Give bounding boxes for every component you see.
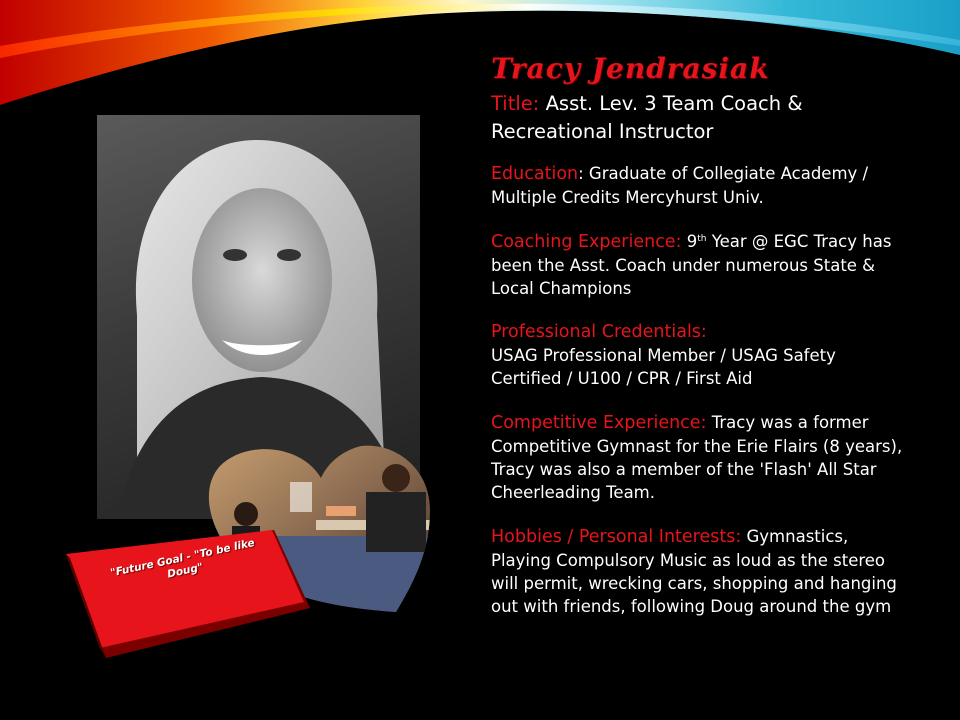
coaching-label: Coaching Experience: — [491, 232, 682, 252]
education-section — [491, 162, 911, 209]
future-goal-text: "Future Goal - "To be like Doug" — [109, 536, 256, 581]
title-section — [491, 90, 911, 146]
coaching-value: Year @ EGC Tracy has been the Asst. Coach under numerous State & Local Champions — [491, 232, 892, 298]
competitive-value: Tracy was a former Competitive Gymnast for the Erie Flairs (8 years), Tracy was also a member of the 'Flash' All Star Cheerleading Team. — [491, 413, 903, 502]
title-label: Title: — [491, 92, 540, 115]
education-label: Education — [491, 164, 579, 184]
coaching-ordinal: th — [697, 234, 707, 244]
competitive-section — [491, 411, 911, 504]
coach-name: Tracy Jendrasiak — [491, 52, 770, 85]
bio-content — [491, 52, 911, 639]
hobbies-section — [491, 525, 911, 618]
credentials-value: USAG Professional Member / USAG Safety Certified / U100 / CPR / First Aid — [491, 346, 836, 388]
credentials-label: Professional Credentials: — [491, 322, 707, 342]
hobbies-value: Gymnastics, Playing Compulsory Music as loud as the stereo will permit, wrecking cars, shopping and hanging out with friends, following Doug around the gym — [491, 527, 897, 616]
title-value: Asst. Lev. 3 Team Coach & Recreational Instructor — [491, 92, 803, 143]
credentials-section — [491, 321, 911, 390]
competitive-label: Competitive Experience: — [491, 413, 707, 433]
education-value: : Graduate of Collegiate Academy / Multiple Credits Mercyhurst Univ. — [491, 164, 869, 207]
coaching-section — [491, 230, 911, 300]
coaching-year: 9 — [681, 232, 698, 251]
hobbies-label: Hobbies / Personal Interests: — [491, 527, 742, 547]
